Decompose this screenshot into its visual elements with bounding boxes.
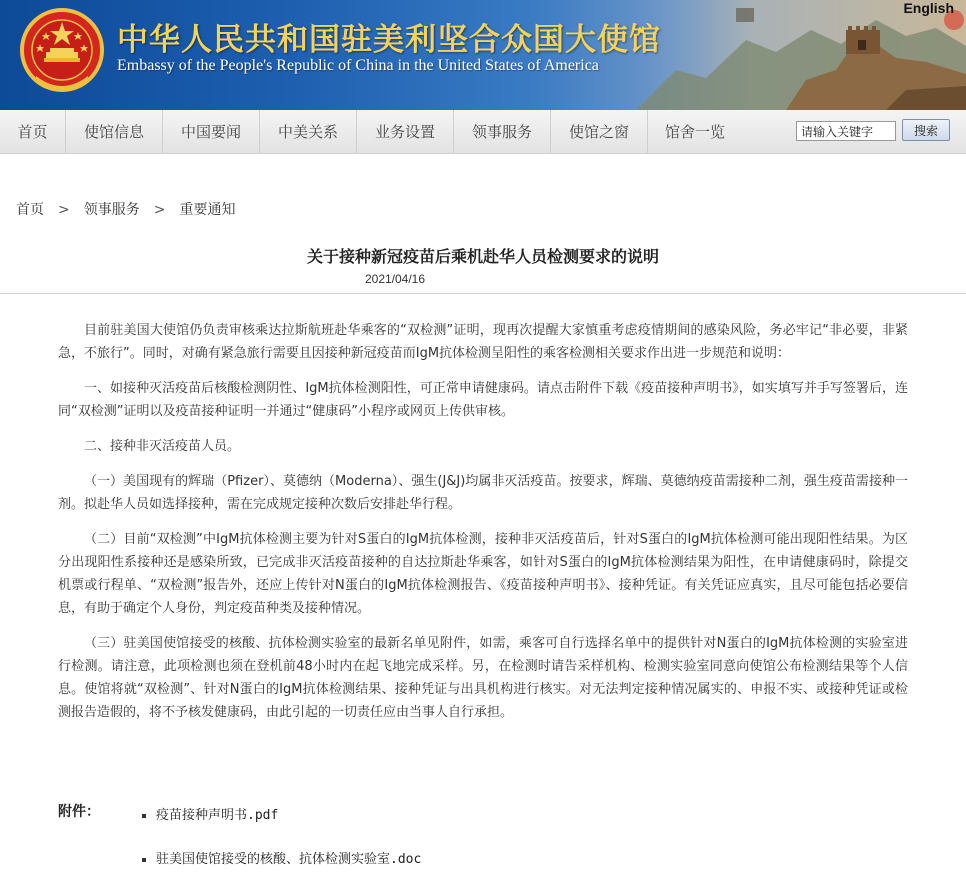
breadcrumb-important-notice[interactable]: 重要通知	[179, 202, 236, 218]
embassy-title-cn: 中华人民共和国驻美利坚合众国大使馆	[117, 22, 661, 58]
bullet-icon	[142, 858, 146, 862]
search-button[interactable]: 搜索	[902, 119, 950, 141]
nav-item-china-us-relations[interactable]: 中美关系	[260, 110, 357, 154]
article-paragraph: （二）目前“双检测”中IgM抗体检测主要为针对S蛋白的IgM抗体检测，接种非灭活疫苗后，针对S蛋白的IgM抗体检测可能出现阳性结果。为区分出现阳性系接种还是感染所致，已完成非灭活疫苗接种的自达拉斯赴华乘客，如针对S蛋白的IgM抗体检测结果为阳性，在申请健康码时，除提交机票或行程单、“双检测”报告外，还应上传针对N蛋白的IgM抗体检测报告、《疫苗接种声明书》、接种凭证。有关凭证应真实，且尽可能包括必要信息，有助于确定个人身份，判定疫苗种类及接种情况。	[58, 532, 908, 616]
nav-item-home[interactable]: 首页	[0, 110, 66, 154]
attachment-filename[interactable]: 疫苗接种声明书.pdf	[156, 808, 279, 823]
article-paragraph: （一）美国现有的辉瑞（Pfizer）、莫德纳（Moderna）、强生(J&J)均属非灭活疫苗。按要求，辉瑞、莫德纳疫苗需接种二剂，强生疫苗需接种一剂。拟赴华人员如选择接种，需在完成规定接种次数后安排赴华行程。	[58, 474, 908, 512]
attachment-link-lab-list[interactable]	[142, 848, 421, 867]
breadcrumb	[16, 199, 235, 219]
breadcrumb-consular-services[interactable]: 领事服务	[83, 202, 140, 218]
attachments-label: 附件：	[58, 804, 100, 820]
attachment-filename[interactable]: 驻美国使馆接受的核酸、抗体检测实验室.doc	[156, 852, 422, 867]
article-date: 2021/04/16	[364, 272, 426, 286]
breadcrumb-separator: >	[58, 202, 70, 218]
attachment-link-declaration[interactable]	[142, 804, 278, 823]
nav-item-embassy-info[interactable]: 使馆信息	[66, 110, 163, 154]
national-emblem-icon	[16, 6, 108, 98]
article-title: 关于接种新冠疫苗后乘机赴华人员检测要求的说明	[306, 247, 659, 266]
breadcrumb-home[interactable]: 首页	[16, 202, 44, 218]
nav-item-embassy-window[interactable]: 使馆之窗	[551, 110, 648, 154]
nav-item-consular-services[interactable]: 领事服务	[454, 110, 551, 154]
embassy-title-en: Embassy of the People's Republic of China in the United States of America	[117, 57, 599, 74]
article-paragraph: 二、接种非灭活疫苗人员。	[84, 439, 241, 454]
nav-item-china-news[interactable]: 中国要闻	[163, 110, 260, 154]
english-link[interactable]: English	[903, 0, 954, 16]
nav-item-premises[interactable]: 馆舍一览	[664, 123, 725, 141]
great-wall-image	[636, 0, 966, 110]
article-body	[58, 319, 908, 736]
nav-item-departments[interactable]: 业务设置	[357, 110, 454, 154]
breadcrumb-separator: >	[153, 202, 166, 218]
article-paragraph: （三）驻美国使馆接受的核酸、抗体检测实验室的最新名单见附件，如需，乘客可自行选择名单中的提供针对N蛋白的IgM抗体检测的实验室进行检测。请注意，此项检测也须在登机前48小时内在起飞地完成采样。另，在检测时请告采样机构、检测实验室同意向使馆公布检测结果等个人信息。使馆将就“双检测”、针对N蛋白的IgM抗体检测结果、接种凭证与出具机构进行核实。对无法判定接种情况属实的、申报不实、或接种凭证或检测报告造假的，将不予核发健康码，由此引起的一切责任应由当事人自行承担。	[58, 636, 908, 720]
search-input[interactable]	[796, 121, 896, 141]
header-banner	[0, 0, 966, 110]
bullet-icon	[142, 814, 146, 818]
divider	[0, 293, 966, 294]
article-paragraph: 目前驻美国大使馆仍负责审核乘达拉斯航班赴华乘客的“双检测”证明，现再次提醒大家慎重考虑疫情期间的感染风险，务必牢记“非必要，非紧急，不旅行”。同时，对确有紧急旅行需要且因接种新冠疫苗而IgM抗体检测呈阳性的乘客检测相关要求作出进一步规范和说明：	[58, 323, 908, 361]
article-paragraph: 一、如接种灭活疫苗后核酸检测阴性、IgM抗体检测阳性，可正常申请健康码。请点击附件下载《疫苗接种声明书》，如实填写并手写签署后，连同“双检测”证明以及疫苗接种证明一并通过“健康码”小程序或网页上传供审核。	[58, 381, 908, 419]
